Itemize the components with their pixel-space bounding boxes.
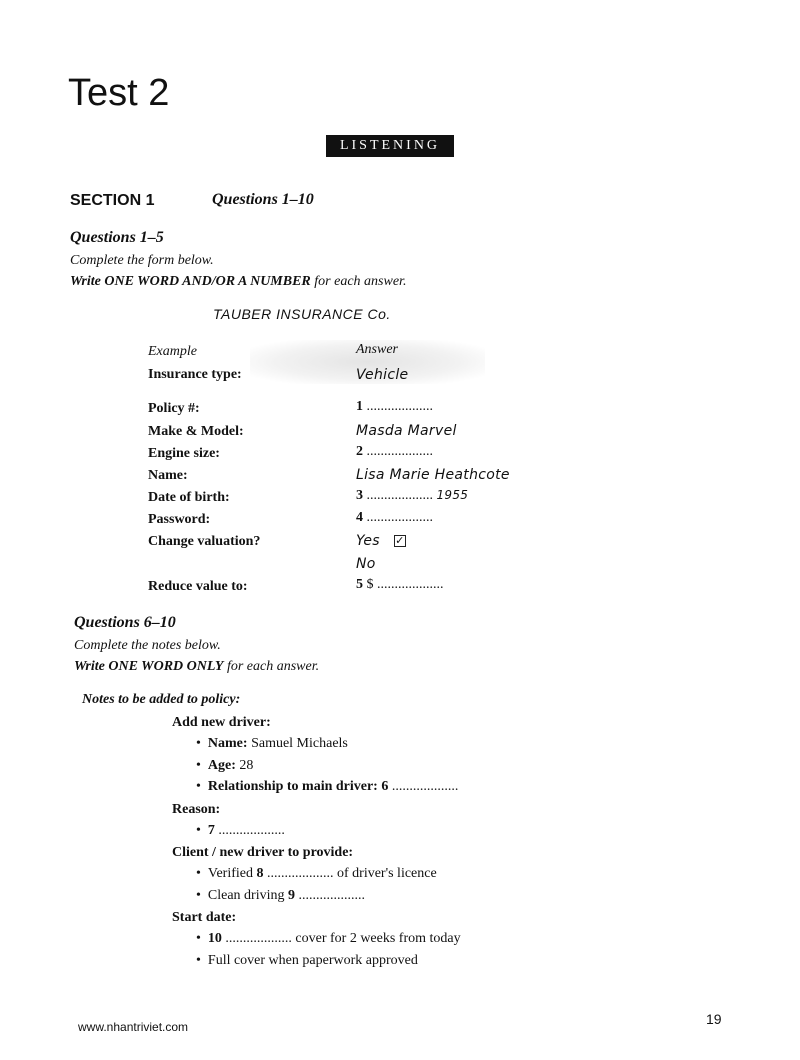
reduce-value-answer xyxy=(356,577,444,593)
insurance-type-label: Insurance type: xyxy=(148,367,242,382)
start-date-heading: Start date: xyxy=(172,910,237,925)
q1-number: 1 xyxy=(356,399,363,414)
q2-blank[interactable]: ................... xyxy=(366,444,433,459)
engine-size-answer xyxy=(356,444,433,460)
bullet-verified: • Verified 8 ................... of driver's licence xyxy=(196,866,437,881)
page-number: 19 xyxy=(706,1011,722,1027)
yes-option xyxy=(356,533,406,549)
dob-label: Date of birth: xyxy=(148,490,230,505)
change-valuation-label: Change valuation? xyxy=(148,534,261,549)
q7-number: 7 xyxy=(207,823,215,838)
questions-1-5-heading: Questions 1–5 xyxy=(70,229,164,246)
instruction-complete-notes: Complete the notes below. xyxy=(74,638,221,653)
q5-blank[interactable]: ................... xyxy=(377,577,444,592)
q6-blank[interactable]: ................... xyxy=(388,779,459,794)
bullet-q7: • 7 ................... xyxy=(196,823,285,838)
q4-blank[interactable]: ................... xyxy=(366,510,433,525)
section-questions: Questions 1–10 xyxy=(212,191,314,208)
driver-name-value: Samuel Michaels xyxy=(247,736,348,751)
q3-number: 3 xyxy=(356,488,363,503)
bullet-age: • Age: 28 xyxy=(196,758,254,773)
example-label: Example xyxy=(148,344,197,359)
instruction-rest: for each answer. xyxy=(310,274,407,289)
age-value: 28 xyxy=(235,758,254,773)
reduce-value-label: Reduce value to: xyxy=(148,579,248,594)
bullet-clean: • Clean driving 9 ................... xyxy=(196,888,366,903)
yes-text: Yes xyxy=(356,533,380,549)
verified-pre: Verified xyxy=(207,866,257,881)
q5-dollar: $ xyxy=(366,577,374,592)
instruction2-rest: for each answer. xyxy=(223,659,320,674)
questions-6-10-heading: Questions 6–10 xyxy=(74,614,176,631)
name-label: Name: xyxy=(148,468,188,483)
notes-heading: Notes to be added to policy: xyxy=(82,692,241,707)
dob-year: 1955 xyxy=(436,488,469,502)
driver-name-label: Name: xyxy=(207,736,248,751)
instruction-word-limit xyxy=(70,274,406,290)
add-driver-heading: Add new driver: xyxy=(172,715,271,730)
age-label: Age: xyxy=(207,758,236,773)
full-cover-text: Full cover when paperwork approved xyxy=(207,953,418,968)
policy-answer xyxy=(356,399,433,415)
instruction2-bold: Write ONE WORD ONLY xyxy=(74,659,224,674)
company-name: TAUBER INSURANCE Co. xyxy=(213,306,391,322)
bullet-name: • Name: Samuel Michaels xyxy=(196,736,348,751)
provide-heading: Client / new driver to provide: xyxy=(172,845,354,860)
q9-blank[interactable]: ................... xyxy=(295,888,366,903)
q10-blank[interactable]: ................... xyxy=(221,931,292,946)
relationship-label: Relationship to main driver: 6 xyxy=(207,779,389,794)
q3-blank[interactable]: ................... xyxy=(366,488,433,503)
bullet-full-cover: • Full cover when paperwork approved xyxy=(196,953,418,968)
q10-post: cover for 2 weeks from today xyxy=(291,931,461,946)
make-model-label: Make & Model: xyxy=(148,424,244,439)
footer-website[interactable]: www.nhantriviet.com xyxy=(78,1020,189,1034)
instruction-one-word xyxy=(74,659,319,675)
q1-blank[interactable]: ................... xyxy=(366,399,433,414)
q7-blank[interactable]: ................... xyxy=(214,823,285,838)
name-value: Lisa Marie Heathcote xyxy=(356,467,510,483)
reason-heading: Reason: xyxy=(172,802,221,817)
listening-banner: LISTENING xyxy=(326,135,454,157)
q8-blank[interactable]: ................... xyxy=(263,866,334,881)
q4-number: 4 xyxy=(356,510,363,525)
clean-pre: Clean driving xyxy=(207,888,289,903)
bullet-relationship: • Relationship to main driver: 6 ................... xyxy=(196,779,459,794)
answer-label: Answer xyxy=(356,342,398,357)
instruction-complete-form: Complete the form below. xyxy=(70,253,214,268)
instruction-bold: Write ONE WORD AND/OR A NUMBER xyxy=(70,274,311,289)
q2-number: 2 xyxy=(356,444,363,459)
page-title: Test 2 xyxy=(68,72,170,114)
insurance-type-value: Vehicle xyxy=(356,367,409,383)
password-label: Password: xyxy=(148,512,211,527)
q8-number: 8 xyxy=(256,866,264,881)
make-model-value: Masda Marvel xyxy=(356,423,457,439)
q9-number: 9 xyxy=(288,888,296,903)
no-option: No xyxy=(356,556,376,572)
section-label: SECTION 1 xyxy=(70,192,155,209)
engine-size-label: Engine size: xyxy=(148,446,220,461)
bullet-q10: • 10 ................... cover for 2 weeks from today xyxy=(196,931,461,946)
q10-number: 10 xyxy=(207,931,222,946)
policy-label: Policy #: xyxy=(148,401,200,416)
checkbox-checked-icon[interactable]: ✓ xyxy=(395,534,405,547)
verified-post: of driver's licence xyxy=(333,866,437,881)
password-answer xyxy=(356,510,433,526)
q5-number: 5 xyxy=(356,577,363,592)
dob-answer xyxy=(356,488,468,504)
